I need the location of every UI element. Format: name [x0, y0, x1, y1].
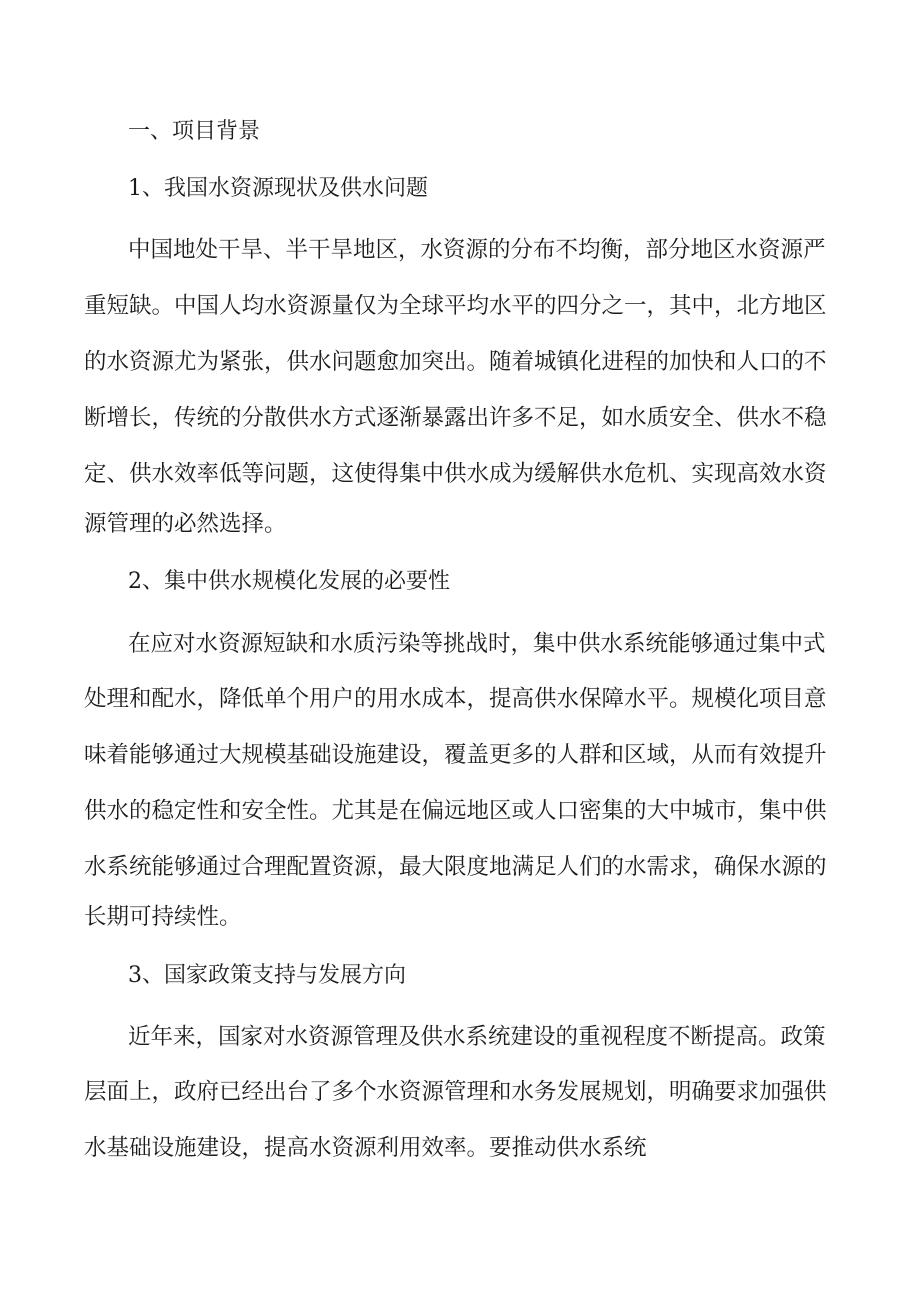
paragraph-line: 长期可持续性。 [84, 904, 242, 930]
section-2-heading: 2、集中供水规模化发展的必要性 [128, 569, 450, 594]
paragraph-line: 重短缺。中国人均水资源量仅为全球平均水平的四分之一，其中，北方地区 [84, 293, 827, 319]
paragraph-line: 断增长，传统的分散供水方式逐渐暴露出许多不足，如水质安全、供水不稳 [84, 405, 827, 431]
paragraph-line: 中国地处干旱、半干旱地区，水资源的分布不均衡，部分地区水资源严 [128, 237, 826, 263]
paragraph-line: 水系统能够通过合理配置资源，最大限度地满足人们的水需求，确保水源的 [84, 854, 827, 880]
paragraph-line: 处理和配水，降低单个用户的用水成本，提高供水保障水平。规模化项目意 [84, 686, 827, 712]
section-main-heading: 一、项目背景 [128, 119, 261, 144]
paragraph-line: 供水的稳定性和安全性。尤其是在偏远地区或人口密集的大中城市，集中供 [84, 798, 827, 824]
paragraph-line: 近年来，国家对水资源管理及供水系统建设的重视程度不断提高。政策 [128, 1024, 826, 1050]
section-1-heading: 1、我国水资源现状及供水问题 [128, 176, 428, 201]
paragraph-line: 味着能够通过大规模基础设施建设，覆盖更多的人群和区域，从而有效提升 [84, 742, 827, 768]
section-3-heading: 3、国家政策支持与发展方向 [128, 963, 406, 988]
paragraph-line: 定、供水效率低等问题，这使得集中供水成为缓解供水危机、实现高效水资 [84, 461, 827, 487]
paragraph-line: 源管理的必然选择。 [84, 511, 287, 537]
paragraph-line: 水基础设施建设，提高水资源利用效率。要推动供水系统 [84, 1135, 647, 1161]
paragraph-line: 的水资源尤为紧张，供水问题愈加突出。随着城镇化进程的加快和人口的不 [84, 349, 827, 375]
paragraph-line: 在应对水资源短缺和水质污染等挑战时，集中供水系统能够通过集中式 [128, 631, 826, 657]
paragraph-line: 层面上，政府已经出台了多个水资源管理和水务发展规划，明确要求加强供 [84, 1079, 827, 1105]
